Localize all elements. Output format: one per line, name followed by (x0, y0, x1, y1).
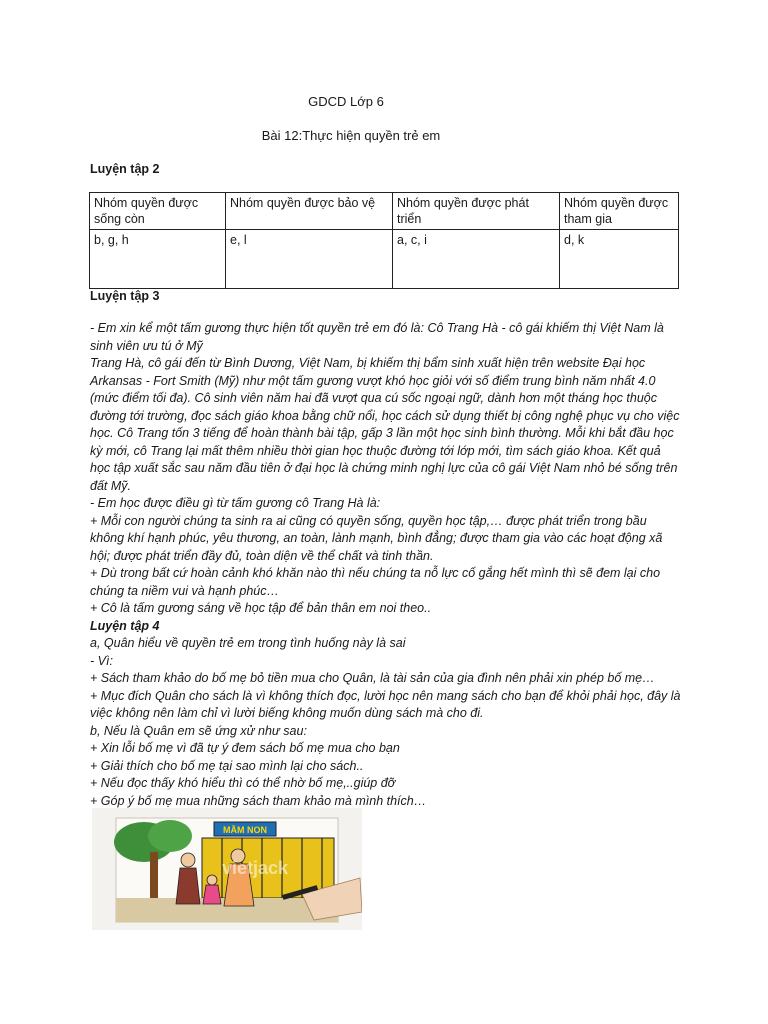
paragraph: - Em xin kể một tấm gương thực hiện tốt quyền trẻ em đó là: Cô Trang Hà - cô gái khiếm thị Việt Nam là sinh viên ưu tú ở Mỹ (90, 321, 664, 353)
paragraph: b, Nếu là Quân em sẽ ứng xử như sau: (90, 723, 307, 738)
paragraph: + Mỗi con người chúng ta sinh ra ai cũng có quyền sống, quyền học tập,… được phát triển trong bầu không khí hạnh phúc, yêu thương, an toàn, lành mạnh, bình đẳng; được tham gia vào các hoạt động xã hội; được phát triển đầy đủ, toàn diện về thể chất và tinh thần. (90, 513, 663, 563)
paragraph: + Giải thích cho bố mẹ tại sao mình lại cho sách.. (90, 758, 364, 773)
table-header-cell: Nhóm quyền được phát triển (393, 193, 560, 230)
table-header-cell: Nhóm quyền được tham gia (560, 193, 679, 230)
paragraph: a, Quân hiểu về quyền trẻ em trong tình huống này là sai (90, 636, 406, 650)
paragraph: + Góp ý bố mẹ mua những sách tham khảo mà mình thích… (90, 793, 427, 808)
paragraph: + Dù trong bất cứ hoàn cảnh khó khăn nào thì nếu chúng ta nỗ lực cố gắng hết mình thì sẽ đem lại cho chúng ta niềm vui và hạnh phúc… (90, 566, 661, 598)
table-cell: d, k (560, 230, 679, 289)
practice-4-heading: Luyện tập 4 (90, 618, 160, 633)
table-cell: a, c, i (393, 230, 560, 289)
table-header-cell: Nhóm quyền được bảo vệ (226, 193, 393, 230)
document-title: GDCD Lớp 6 (308, 94, 384, 109)
watermark-text: vietjack (222, 858, 289, 878)
kindergarten-drawing-image (92, 808, 362, 930)
rights-table (89, 192, 679, 289)
paragraph: + Mục đích Quân cho sách là vì không thích đọc, lười học nên mang sách cho bạn để khỏi phải học, đây là việc không nên làm chỉ vì lười biếng không muốn dùng sách mà cho đi. (90, 688, 681, 720)
sign-text: MẦM NON (223, 825, 267, 835)
table-cell: b, g, h (90, 230, 226, 289)
practice-3-body (90, 320, 682, 810)
practice-2-heading: Luyện tập 2 (90, 162, 160, 176)
practice-3-heading: Luyện tập 3 (90, 289, 160, 303)
paragraph: + Nếu đọc thấy khó hiểu thì có thể nhờ bố mẹ,..giúp đỡ (90, 776, 396, 790)
lesson-title: Bài 12:Thực hiện quyền trẻ em (261, 128, 441, 143)
paragraph: Trang Hà, cô gái đến từ Bình Dương, Việt Nam, bị khiếm thị bẩm sinh xuất hiện trên website Đại học Arkansas - Fort Smith (Mỹ) như một tấm gương vượt khó học giỏi với số điểm trung bình năm nhất 4.0 (mức điểm tối đa). Cô sinh viên năm hai đã vượt qua cú sốc ngoại ngữ, dành hơn một tháng học thuộc đường tới trường, đọc sách giáo khoa bằng chữ nổi, học cách sử dụng thiết bị công nghệ phục vụ cho việc học. Cô Trang tốn 3 tiếng để hoàn thành bài tập, gấp 3 lần một học sinh bình thường. Mỗi khi bắt đầu học kỳ mới, cô Trang lại mất thêm nhiều thời gian học thuộc đường tới lớp mới, tìm sách giáo khoa. Kết quả học tập xuất sắc sau năm đầu tiên ở đại học là chứng minh nghị lực của cô gái Việt Nam nhỏ bé sống trên đất Mỹ. (90, 356, 680, 493)
paragraph: + Cô là tấm gương sáng về học tập để bản thân em noi theo.. (90, 601, 432, 615)
paragraph: - Em học được điều gì từ tấm gương cô Trang Hà là: (90, 496, 381, 510)
table-header-cell: Nhóm quyền được sống còn (90, 193, 226, 230)
paragraph: + Sách tham khảo do bố mẹ bỏ tiền mua cho Quân, là tài sản của gia đình nên phải xin phép bố mẹ… (90, 671, 655, 685)
paragraph: + Xin lỗi bố mẹ vì đã tự ý đem sách bố mẹ mua cho bạn (90, 741, 400, 755)
paragraph: - Vì: (90, 653, 113, 668)
table-cell: e, l (226, 230, 393, 289)
